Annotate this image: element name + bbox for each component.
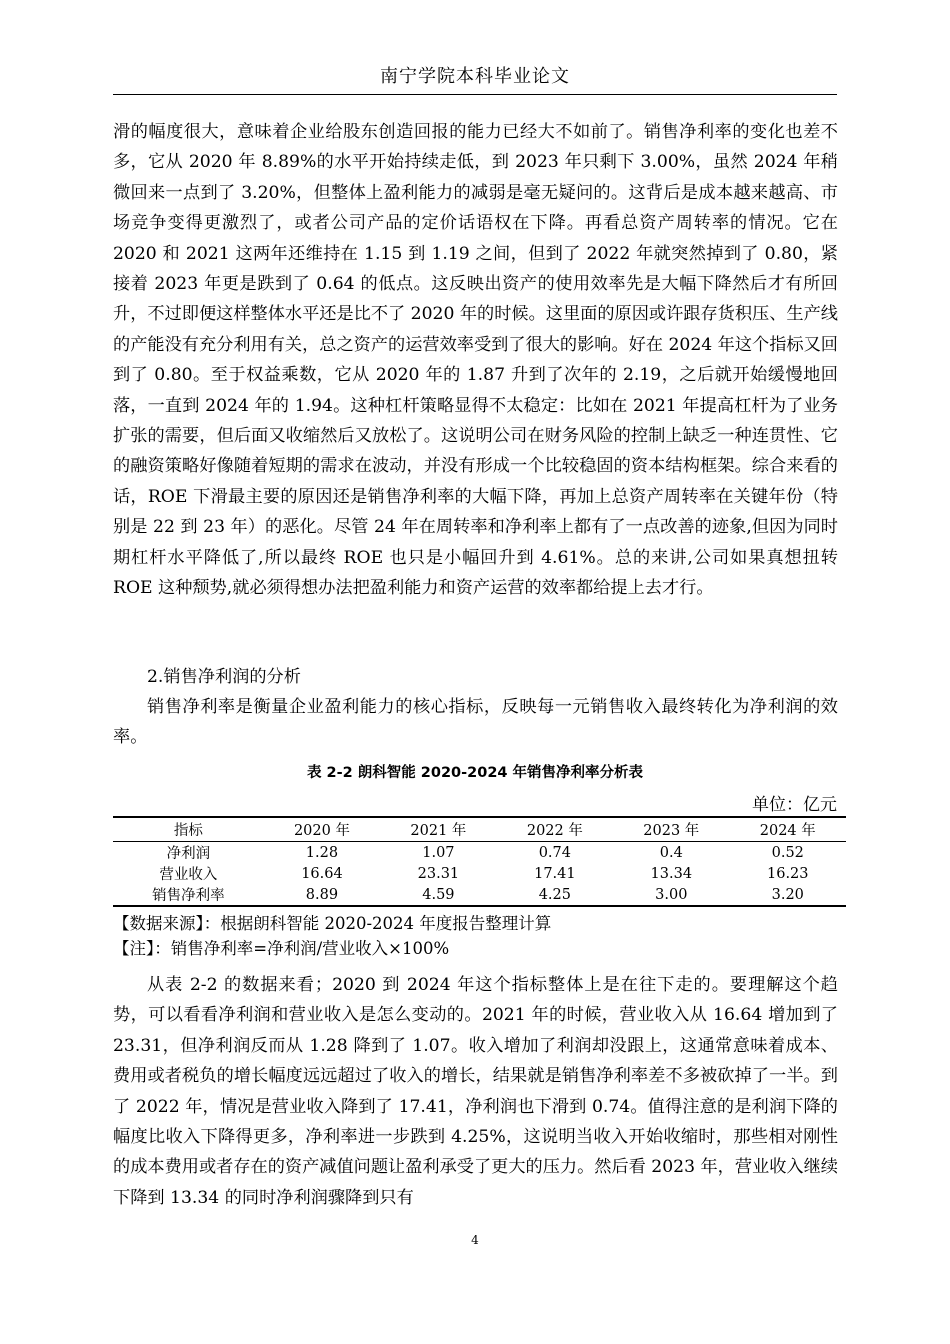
body-paragraph-1: 滑的幅度很大，意味着企业给股东创造回报的能力已经大不如前了。销售净利率的变化也差不多，它从 2020 年 8.89%的水平开始持续走低，到 2023 年只剩下 3.00%，虽然 2024 年稍微回来一点到了 3.20%，但整体上盈利能力的减弱是毫无疑问的。这背后是成本越来越高、市场竞争变得更激烈了，或者公司产品的定价话语权在下降。再看总资产周转率的情况。它在 2020 和 2021 这两年还维持在 1.15 到 1.19 之间，但到了 2022 年就突然掉到了 0.80，紧接着 2023 年更是跌到了 0.64 的低点。这反映出资产的使用效率先是大幅下降然后才有所回升，不过即便这样整体水平还是比不了 2020 年的时候。这里面的原因或许跟存货积压、生产线的产能没有充分利用有关，总之资产的运营效率受到了很大的影响。好在 2024 年这个指标又回到了 0.80。至于权益乘数，它从 2020 年的 1.87 升到了次年的 2.19，之后就开始缓慢地回落，一直到 2024 年的 1.94。这种杠杆策略显得不太稳定：比如在 2021 年提高杠杆为了业务扩张的需要，但后面又收缩然后又放松了。这说明公司在财务风险的控制上缺乏一种连贯性、它的融资策略好像随着短期的需求在波动，并没有形成一个比较稳固的资本结构框架。综合来看的话，ROE 下滑最主要的原因还是销售净利率的大幅下降，再加上总资产周转率在关键年份（特别是 22 到 23 年）的恶化。尽管 24 年在周转率和净利率上都有了一点改善的迹象,但因为同时期杠杆水平降低了,所以最终 ROE 也只是小幅回升到 4.61%。总的来讲,公司如果真想扭转 ROE 这种颓势,就必须得想办法把盈利能力和资产运营的效率都给提上去才行。 [113,122,838,599]
table-cell: 营业收入 [159,867,218,883]
table-cell: 8.89 [264,884,380,906]
table-header-cell: 2020 年 [264,817,380,842]
table-cell: 23.31 [417,865,460,882]
page-number: 4 [471,1233,479,1247]
table-cell: 0.4 [659,844,683,861]
table-header-cell: 2024 年 [730,817,846,842]
table-cell: 销售净利率 [113,884,264,906]
table-cell: 0.52 [771,844,804,861]
table-cell: 4.25 [497,884,613,906]
table-unit: 单位：亿元 [752,795,837,815]
table-cell: 16.64 [301,865,343,882]
header-rule [113,94,837,95]
table-header-row [113,817,846,842]
table-header-cell: 2023 年 [613,817,729,842]
table-cell: 16.23 [767,865,809,882]
table-cell: 净利润 [166,846,211,862]
table-cell: 13.34 [650,865,693,882]
table-cell: 1.07 [422,844,455,861]
table-caption: 表 2-2 朗科智能 2020-2024 年销售净利率分析表 [306,765,644,781]
table-header-cell: 指标 [113,817,264,842]
page-header-title: 南宁学院本科毕业论文 [380,66,570,87]
table-cell: 3.20 [730,884,846,906]
table-cell: 0.74 [538,844,571,861]
table-header-cell: 2022 年 [497,817,613,842]
table-row [113,842,846,864]
table-row [113,863,846,884]
table-cell: 17.41 [534,865,576,882]
table-note: 【注】：销售净利率=净利润/营业收入×100% [113,939,450,958]
table-cell: 1.28 [305,844,339,861]
table-cell: 3.00 [613,884,729,906]
body-paragraph-2: 销售净利率是衡量企业盈利能力的核心指标，反映每一元销售收入最终转化为净利润的效率。 [113,697,838,748]
section-heading: 2.销售净利润的分析 [147,667,301,687]
body-paragraph-3: 从表 2-2 的数据来看；2020 到 2024 年这个指标整体上是在往下走的。要理解这个趋势，可以看看净利润和营业收入是怎么变动的。2021 年的时候，营业收入从 16.64 增加到了 23.31，但净利润反而从 1.28 降到了 1.07。收入增加了利润却没跟上，这通常意味着成本、费用或者税负的增长幅度远远超过了收入的增长，结果就是销售净利率差不多被砍掉了一半。到了 2022 年，情况是营业收入降到了 17.41，净利润也下滑到 0.74。值得注意的是利润下降的幅度比收入下降得更多，净利率进一步跌到 4.25%，这说明当收入开始收缩时，那些相对刚性的成本费用或者存在的资产减值问题让盈利承受了更大的压力。然后看 2023 年，营业收入继续下降到 13.34 的同时净利润骤降到只有 [113,975,838,1208]
table-row [113,884,846,906]
table-cell: 4.59 [380,884,496,906]
net-margin-table [113,816,846,907]
table-data-source: 【数据来源】：根据朗科智能 2020-2024 年度报告整理计算 [113,914,552,933]
table-header-cell: 2021 年 [380,817,496,842]
